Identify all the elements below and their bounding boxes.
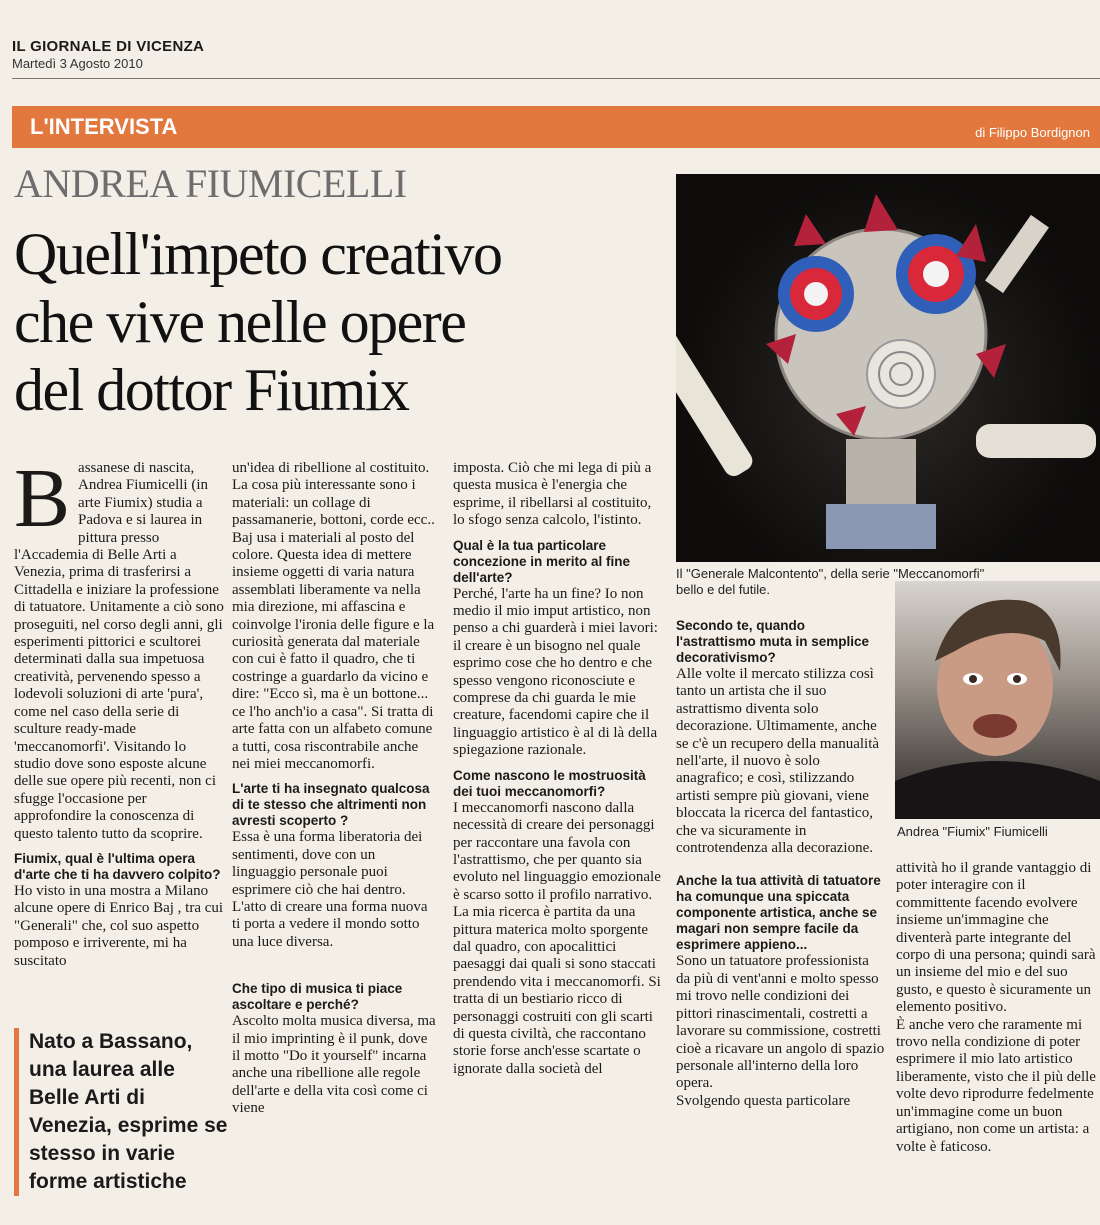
headline-line: che vive nelle opere xyxy=(14,289,466,355)
question: Anche la tua attività di tatuatore ha comunque una spiccata componente artistica, anche se magari non sempre facile da esprimere appieno... xyxy=(676,873,881,953)
question: Fiumix, qual è l'ultima opera d'arte che ti ha davvero colpito? xyxy=(14,850,221,882)
drop-cap: B xyxy=(14,452,71,545)
question: Secondo te, quando l'astrattismo muta in semplice decorativismo? xyxy=(676,618,870,665)
answer: I meccanomorfi nascono dalla necessità di creare dei personaggi per raccontare una favola con l'astrattismo, che per quanto sia evoluto nel linguaggio emozionale è scarso sotto il profilo narrativo. La mia ricerca è partita da una pittura materica molto sporgente dal quadro, con apocalittici paesaggi dai quali si sono staccati prendendo vita i meccanomorfi. Si tratta di un bestiario ricco di personaggi costruiti con gli scarti di questa civiltà, che raccontano storie forse anch'esse scartate o ignorate dalla società del xyxy=(453,799,661,1077)
answer: Essa è una forma liberatoria dei sentimenti, dove con un linguaggio personale puoi esprimere ciò che hai dentro. L'atto di creare una forma nuova ti porta a vedere il mondo sotto una luce diversa. xyxy=(232,829,428,950)
article-column-1 xyxy=(14,452,224,970)
answer: Svolgendo questa particolare xyxy=(676,1092,851,1109)
article-column-4 xyxy=(676,618,886,1110)
newspaper-name: IL GIORNALE DI VICENZA xyxy=(12,38,205,55)
answer: È anche vero che raramente mi trovo nella condizione di poter esprimere il mio lato artistico liberamente, visto che il più delle volte devo riprodurre fedelmente un'immagine come un buon artigiano, non come un artista: a volte è faticoso. xyxy=(896,1016,1096,1155)
author-byline: di Filippo Bordignon xyxy=(975,125,1090,140)
section-banner xyxy=(12,106,1100,148)
masthead-divider xyxy=(12,78,1100,79)
article-column-5 xyxy=(896,860,1098,1156)
subject-name: ANDREA FIUMICELLI xyxy=(14,161,407,206)
article-headline xyxy=(14,220,674,424)
headline-line: Quell'impeto creativo xyxy=(14,221,502,287)
question: Che tipo di musica ti piace ascoltare e perché? xyxy=(232,981,403,1013)
caption-text: bello e del futile. xyxy=(676,582,770,597)
caption-title: Il "Generale Malcontento", della serie "Meccanomorfi" xyxy=(676,566,985,581)
article-column-2 xyxy=(232,460,439,1118)
robot-sculpture-photo xyxy=(676,174,1100,562)
question: Come nascono le mostruosità dei tuoi meccanomorfi? xyxy=(453,767,646,799)
answer: imposta. Ciò che mi lega di più a questa musica è l'energia che esprime, il ribellarsi al costituito, lo sfogo senza calcolo, l'istinto. xyxy=(453,460,652,529)
pull-quote: Nato a Bassano, una laurea alle Belle Arti di Venezia, esprime se stesso in varie forme artistiche xyxy=(14,1028,229,1196)
answer: Sono un tatuatore professionista da più di vent'anni e molto spesso mi trovo nelle condizioni dei pittori rinascimentali, costretti a lavorare su commissione, costretti cioè a ricavare un angolo di spazio personale all'interno della loro opera. xyxy=(676,953,885,1092)
answer: Ho visto in una mostra a Milano alcune opere di Enrico Baj , tra cui "Generali" che, col suo aspetto pomposo e irriverente, mi ha suscitato xyxy=(14,882,224,969)
robot-sculpture-icon xyxy=(676,174,1100,562)
portrait-caption: Andrea "Fiumix" Fiumicelli xyxy=(897,824,1048,839)
section-title: L'INTERVISTA xyxy=(30,114,178,139)
portrait-photo xyxy=(895,581,1100,819)
portrait-icon xyxy=(895,581,1100,819)
question: Qual è la tua particolare concezione in merito al fine dell'arte? xyxy=(453,537,631,585)
answer: Perché, l'arte ha un fine? Io non medio il mio imput artistico, non penso a chi guarderà i miei lavori: il creare è un bisogno nel quale esprimo cose che ho dentro e che spesso vengono riconosciute e comprese da chi guarda le mie creature, facendomi capire che il linguaggio artistico è al di là della spiegazione razionale. xyxy=(453,585,658,759)
question: L'arte ti ha insegnato qualcosa di te stesso che altrimenti non avresti scoperto ? xyxy=(232,781,430,829)
headline-line: del dottor Fiumix xyxy=(14,357,409,423)
answer: attività ho il grande vantaggio di poter interagire con il committente facendo evolvere insieme un'immagine che diventerà parte integrante del corpo di una persona; quindi sarà un insieme del mio e del suo gusto, e questo è sicuramente un elemento positivo. xyxy=(896,860,1096,1016)
answer: un'idea di ribellione al costituito. La cosa più interessante sono i materiali: un collage di passamanerie, bottoni, corde ecc.. Baj usa i materiali al posto del colore. Questa idea di mettere insieme oggetti di varia natura assemblati liberamente va nella mia direzione, mi affascina e coinvolge l'ironia delle figure e la curiosità generata dal materiale con cui è fatto il quadro, che ti costringe a guardarlo da vicino e dire: "Ecco sì, ma è un bottone... ce l'ho anch'io a casa". Si tratta di arte fatta con un alfabeto comune a tutti, cosa riscontrabile anche nei miei meccanomorfi. xyxy=(232,460,435,772)
answer: Ascolto molta musica diversa, ma il mio imprinting è il punk, dove il motto "Do it yourself" incarna anche una ribellione alle regole dell'arte e della vita così come ci viene xyxy=(232,1013,436,1117)
answer: Alle volte il mercato stilizza così tanto un artista che il suo astrattismo diventa solo decorazione. Ultimamente, anche se c'è un recupero della manualità nell'arte, il nuovo è solo anagrafico; e così, stilizzando artisti sempre più giovani, viene bloccata la ricerca del fantastico, che va sicuramente in controtendenza alla decorazione. xyxy=(676,666,880,857)
article-column-3 xyxy=(453,460,661,1078)
intro-paragraph: assanese di nascita, Andrea Fiumicelli (in arte Fiumix) studia a Padova e si laurea in pittura presso l'Accademia di Belle Arti a Venezia, prima di trasferirsi a Cittadella e iniziare la professione di tatuatore. Unitamente a ciò sono proseguiti, nel corso degli anni, gli esperimenti pittorici e scultorei determinati dalla sua impetuosa creatività, pervenendo spesso a lodevoli soluzioni di arte 'pura', come nel caso della serie di sculture ready-made 'meccanomorfi'. Visitando lo studio dove sono esposte alcune delle sue opere più recenti, non ci sfugge l'occasione per approfondire la conoscenza di questo talento tutto da scoprire. xyxy=(14,460,224,842)
masthead xyxy=(12,38,204,71)
issue-date: Martedì 3 Agosto 2010 xyxy=(12,56,143,71)
